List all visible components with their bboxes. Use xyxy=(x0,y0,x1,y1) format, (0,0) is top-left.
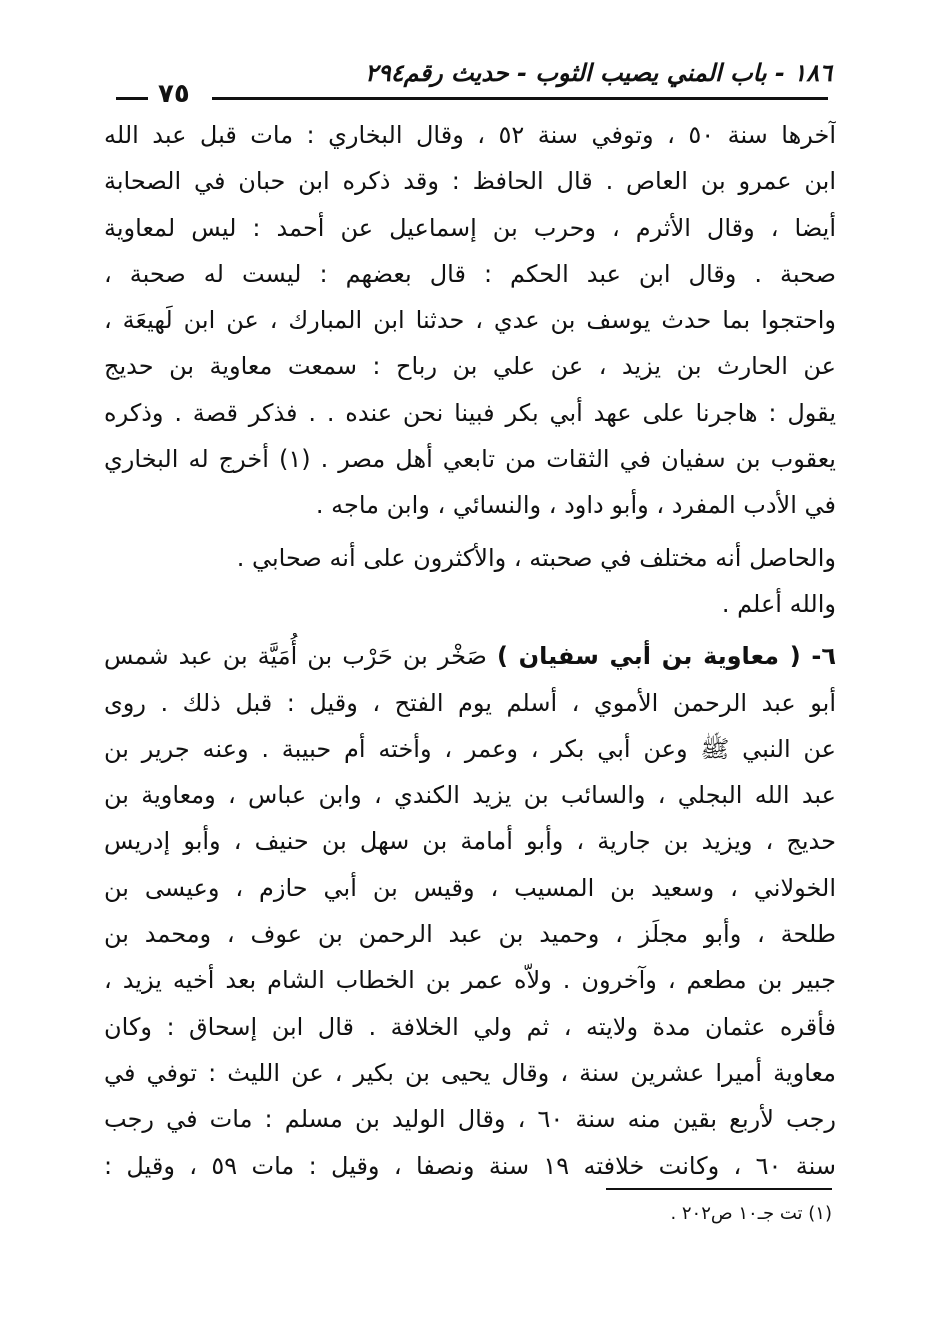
text-line: والحاصل أنه مختلف في صحبته ، والأكثرون على أنه صحابي . xyxy=(236,543,836,572)
header-rule-right xyxy=(212,97,828,100)
text-line: حديج ، ويزيد بن جارية ، وأبو أمامة بن سهل بن حنيف ، وأبو إدريس xyxy=(104,827,836,856)
paragraph-1 xyxy=(104,112,836,529)
footnote: (١) تت جـ١٠ ص٢٠٢ . xyxy=(670,1203,832,1224)
text-line: الخولاني ، وسعيد بن المسيب ، وقيس بن أبي حازم ، وعيسى بن xyxy=(104,873,836,902)
text-line xyxy=(104,633,836,679)
text-line: يعقوب بن سفيان في الثقات من تابعي أهل مصر . (١) أخرج له البخاري xyxy=(104,445,836,474)
entry-heading-rest: صَخْر بن حَرْب بن أُمَيَّة بن عبد شمس xyxy=(104,642,497,671)
running-header-title: ١٨٦ - باب المني يصيب الثوب - حديث رقم٢٩٤ xyxy=(364,59,832,87)
text-line: رجب لأربع بقين منه سنة ٦٠ ، وقال الوليد بن مسلم : مات في رجب xyxy=(104,1105,836,1134)
text-line: عن النبي ﷺ وعن أبي بكر ، وعمر ، وأخته أم حبيبة . وعنه جرير بن xyxy=(104,734,836,763)
page-number: ٧٥ xyxy=(158,79,190,109)
text-line: صحبة . وقال ابن عبد الحكم : قال بعضهم : ليست له صحبة ، xyxy=(104,259,836,288)
entry-heading: ٦- ( معاوية بن أبي سفيان ) xyxy=(496,642,836,671)
text-line: أبو عبد الرحمن الأموي ، أسلم يوم الفتح ، وقيل : قبل ذلك . روى xyxy=(104,688,836,717)
text-line: فأقره عثمان مدة ولايته ، ثم ولي الخلافة . قال ابن إسحاق : وكان xyxy=(104,1012,836,1041)
text-line: آخرها سنة ٥٠ ، وتوفي سنة ٥٢ ، وقال البخاري : مات قبل عبد الله xyxy=(104,121,836,149)
footnote-separator xyxy=(606,1188,832,1190)
text-line: واحتجوا بما حدث يوسف بن عدي ، حدثنا ابن المبارك ، عن ابن لَهيعَة ، xyxy=(104,306,836,335)
text-line: معاوية أميرا عشرين سنة ، وقال يحيى بن بكير ، عن الليث : توفي في xyxy=(104,1058,836,1087)
text-line: أيضا ، وقال الأثرم ، وحرب بن إسماعيل عن أحمد : ليس لمعاوية xyxy=(104,213,836,242)
text-line: يقول : هاجرنا على عهد أبي بكر فبينا نحن عنده . . فذكر قصة . وذكره xyxy=(104,398,836,427)
text-line: طلحة ، وأبو مجلَز ، وحميد بن عبد الرحمن بن عوف ، ومحمد بن xyxy=(104,920,836,949)
header-rule-left xyxy=(116,97,148,100)
text-line: في الأدب المفرد ، وأبو داود ، والنسائي ، وابن ماجه . xyxy=(315,491,836,520)
paragraph-3 xyxy=(104,633,836,1189)
text-line: جبير بن مطعم ، وآخرون . ولاّه عمر بن الخطاب الشام بعد أخيه يزيد ، xyxy=(104,966,836,995)
text-line: سنة ٦٠ ، وكانت خلافته ١٩ سنة ونصفا ، وقيل : مات ٥٩ ، وقيل : xyxy=(104,1151,836,1180)
body-text xyxy=(104,112,836,1189)
text-line: عن الحارث بن يزيد ، عن علي بن رباح : سمعت معاوية بن حديج xyxy=(104,352,836,381)
paragraph-2 xyxy=(104,535,836,628)
text-line: والله أعلم . xyxy=(721,589,836,618)
text-line: عبد الله البجلي ، والسائب بن يزيد الكندي ، وابن عباس ، ومعاوية بن xyxy=(104,781,836,810)
text-line: ابن عمرو بن العاص . قال الحافظ : وقد ذكره ابن حبان في الصحابة xyxy=(104,167,836,196)
